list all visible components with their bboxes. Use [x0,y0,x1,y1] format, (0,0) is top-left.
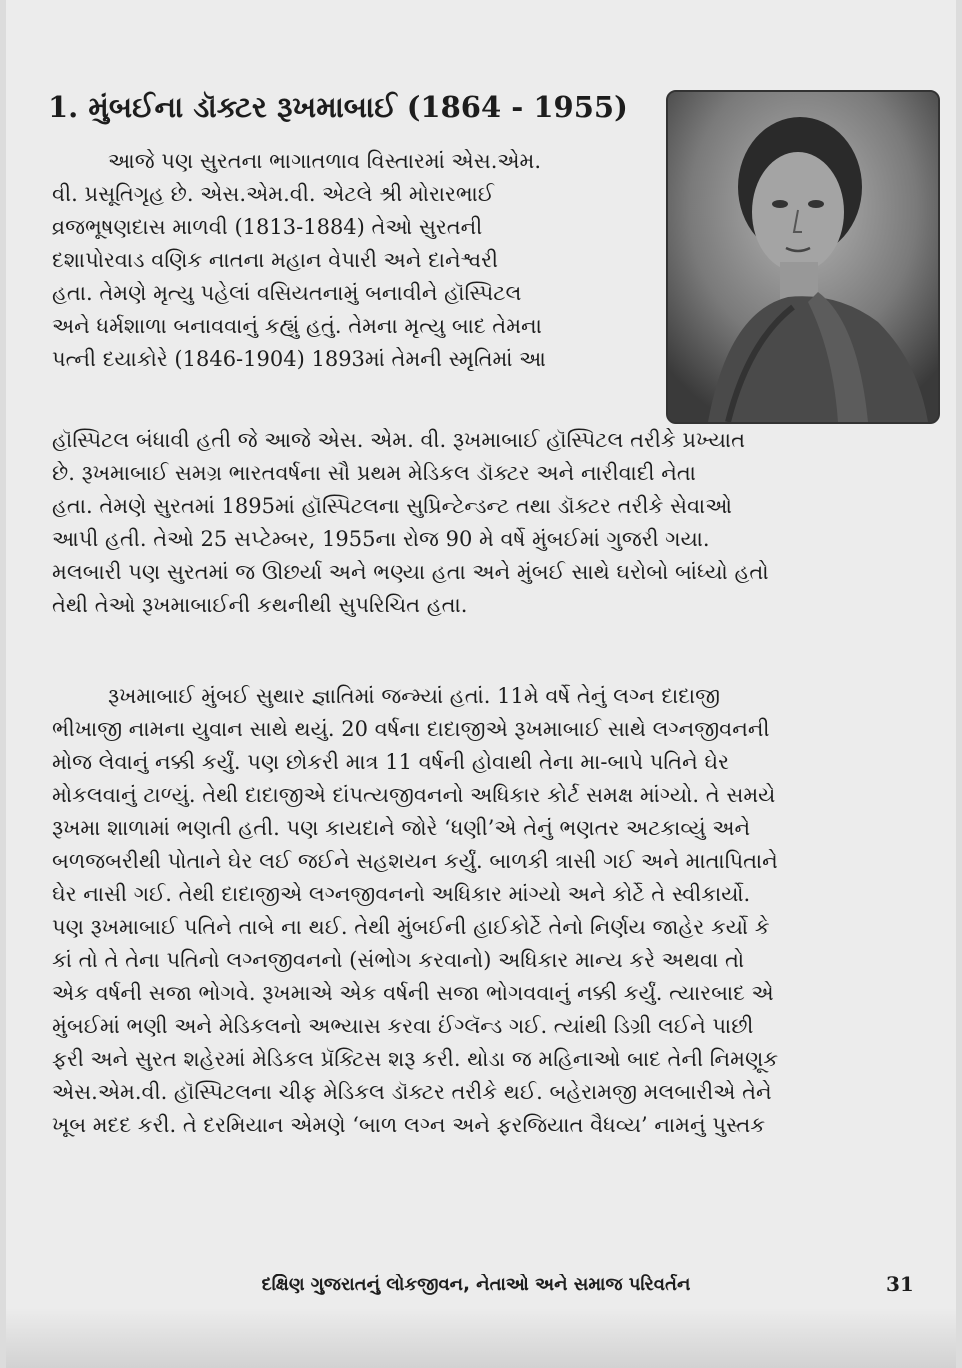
text-line: વી. પ્રસૂતિગૃહ છે. એસ.એમ.વી. એટલે શ્રી મોરારભાઈ [52,182,495,206]
portrait-icon [668,92,938,422]
text-line: છે. રૂખમાબાઈ સમગ્ર ભારતવર્ષના સૌ પ્રથમ મેડિકલ ડૉક્ટર અને નારીવાદી નેતા [52,461,696,485]
text-line: દશાપોરવાડ વણિક નાતના મહાન વેપારી અને દાનેશ્વરી [52,248,499,272]
text-line: એસ.એમ.વી. હૉસ્પિટલના ચીફ મેડિકલ ડૉક્ટર તરીકે થઈ. બહેરામજી મલબારીએ તેને [52,1080,772,1104]
text-line: આજે પણ સુરતના ભાગાતળાવ વિસ્તારમાં એસ.એમ. [108,149,542,173]
page-number: 31 [886,1272,914,1296]
paragraph-1-top [52,145,664,376]
text-line: મોજ લેવાનું નક્કી કર્યું. પણ છોકરી માત્ર 11 વર્ષની હોવાથી તેના મા-બાપે પતિને ઘેર [52,750,729,774]
book-page [6,0,956,1368]
text-line: ભીખાજી નામના યુવાન સાથે થયું. 20 વર્ષના દાદાજીએ રૂખમાબાઈ સાથે લગ્નજીવનની [52,717,770,741]
text-line: મોકલવાનું ટાળ્યું. તેથી દાદાજીએ દાંપત્યજીવનનો અધિકાર કોર્ટ સમક્ષ માંગ્યો. તે સમયે [52,783,776,807]
text-line: મલબારી પણ સુરતમાં જ ઊછર્યા અને ભણ્યા હતા અને મુંબઈ સાથે ઘરોબો બાંધ્યો હતો [52,560,769,584]
text-line: હતા. તેમણે મૃત્યુ પહેલાં વસિયતનામું બનાવીને હૉસ્પિટલ [52,281,522,305]
text-line: રૂખમાબાઈ મુંબઈ સુથાર જ્ઞાતિમાં જન્મ્યાં હતાં. 11મે વર્ષે તેનું લગ્ન દાદાજી [108,684,721,708]
text-line: તેથી તેઓ રૂખમાબાઈની કથનીથી સુપરિચિત હતા. [52,593,468,617]
chapter-heading: 1. મુંબઈના ડૉક્ટર રૂખમાબાઈ (1864 - 1955) [48,90,628,124]
text-line: ખૂબ મદદ કરી. તે દરમિયાન એમણે ‘બાળ લગ્ન અને ફરજિયાત વૈધવ્ય’ નામનું પુસ્તક [52,1113,766,1137]
text-line: હૉસ્પિટલ બંધાવી હતી જે આજે એસ. એમ. વી. રૂખમાબાઈ હૉસ્પિટલ તરીકે પ્રખ્યાત [52,428,746,452]
paragraph-2 [52,680,916,1142]
portrait-photo [666,90,940,424]
page-footer [6,1268,956,1308]
text-line: ઘેર નાસી ગઈ. તેથી દાદાજીએ લગ્નજીવનનો અધિકાર માંગ્યો અને કોર્ટે તે સ્વીકાર્યો. [52,882,751,906]
text-line: આપી હતી. તેઓ 25 સપ્ટેમ્બર, 1955ના રોજ 90 મે વર્ષે મુંબઈમાં ગુજરી ગયા. [52,527,710,551]
text-line: મુંબઈમાં ભણી અને મેડિકલનો અભ્યાસ કરવા ઈંગ્લૅન્ડ ગઈ. ત્યાંથી ડિગ્રી લઈને પાછી [52,1014,754,1038]
text-line: ફરી અને સુરત શહેરમાં મેડિકલ પ્રૅક્ટિસ શરૂ કરી. થોડા જ મહિનાઓ બાદ તેની નિમણૂક [52,1047,779,1071]
text-line: પત્ની દયાકોરે (1846-1904) 1893માં તેમની સ્મૃતિમાં આ [52,347,546,371]
paragraph-1-rest [52,424,916,622]
text-line: કાં તો તે તેના પતિનો લગ્નજીવનનો (સંભોગ કરવાનો) અધિકાર માન્ય કરે અથવા તો [52,948,745,972]
text-line: બળજબરીથી પોતાને ઘેર લઈ જઈને સહશયન કર્યું. બાળકી ત્રાસી ગઈ અને માતાપિતાને [52,849,778,873]
text-line: હતા. તેમણે સુરતમાં 1895માં હૉસ્પિટલના સુપ્રિન્ટેન્ડન્ટ તથા ડૉક્ટર તરીકે સેવાઓ [52,494,732,518]
footer-book-title: દક્ષિણ ગુજરાતનું લોકજીવન, નેતાઓ અને સમાજ પરિવર્તન [261,1274,691,1295]
text-line: વ્રજભૂષણદાસ માળવી (1813-1884) તેઓ સુરતની [52,215,483,239]
text-line: પણ રૂખમાબાઈ પતિને તાબે ના થઈ. તેથી મુંબઈની હાઈકોર્ટે તેનો નિર્ણય જાહેર કર્યો કે [52,915,770,939]
text-line: રૂખમા શાળામાં ભણતી હતી. પણ કાયદાને જોરે ‘ધણી’એ તેનું ભણતર અટકાવ્યું અને [52,816,751,840]
text-line: એક વર્ષની સજા ભોગવે. રૂખમાએ એક વર્ષની સજા ભોગવવાનું નક્કી કર્યું. ત્યારબાદ એ [52,981,774,1005]
text-line: અને ધર્મશાળા બનાવવાનું કહ્યું હતું. તેમના મૃત્યુ બાદ તેમના [52,314,542,338]
